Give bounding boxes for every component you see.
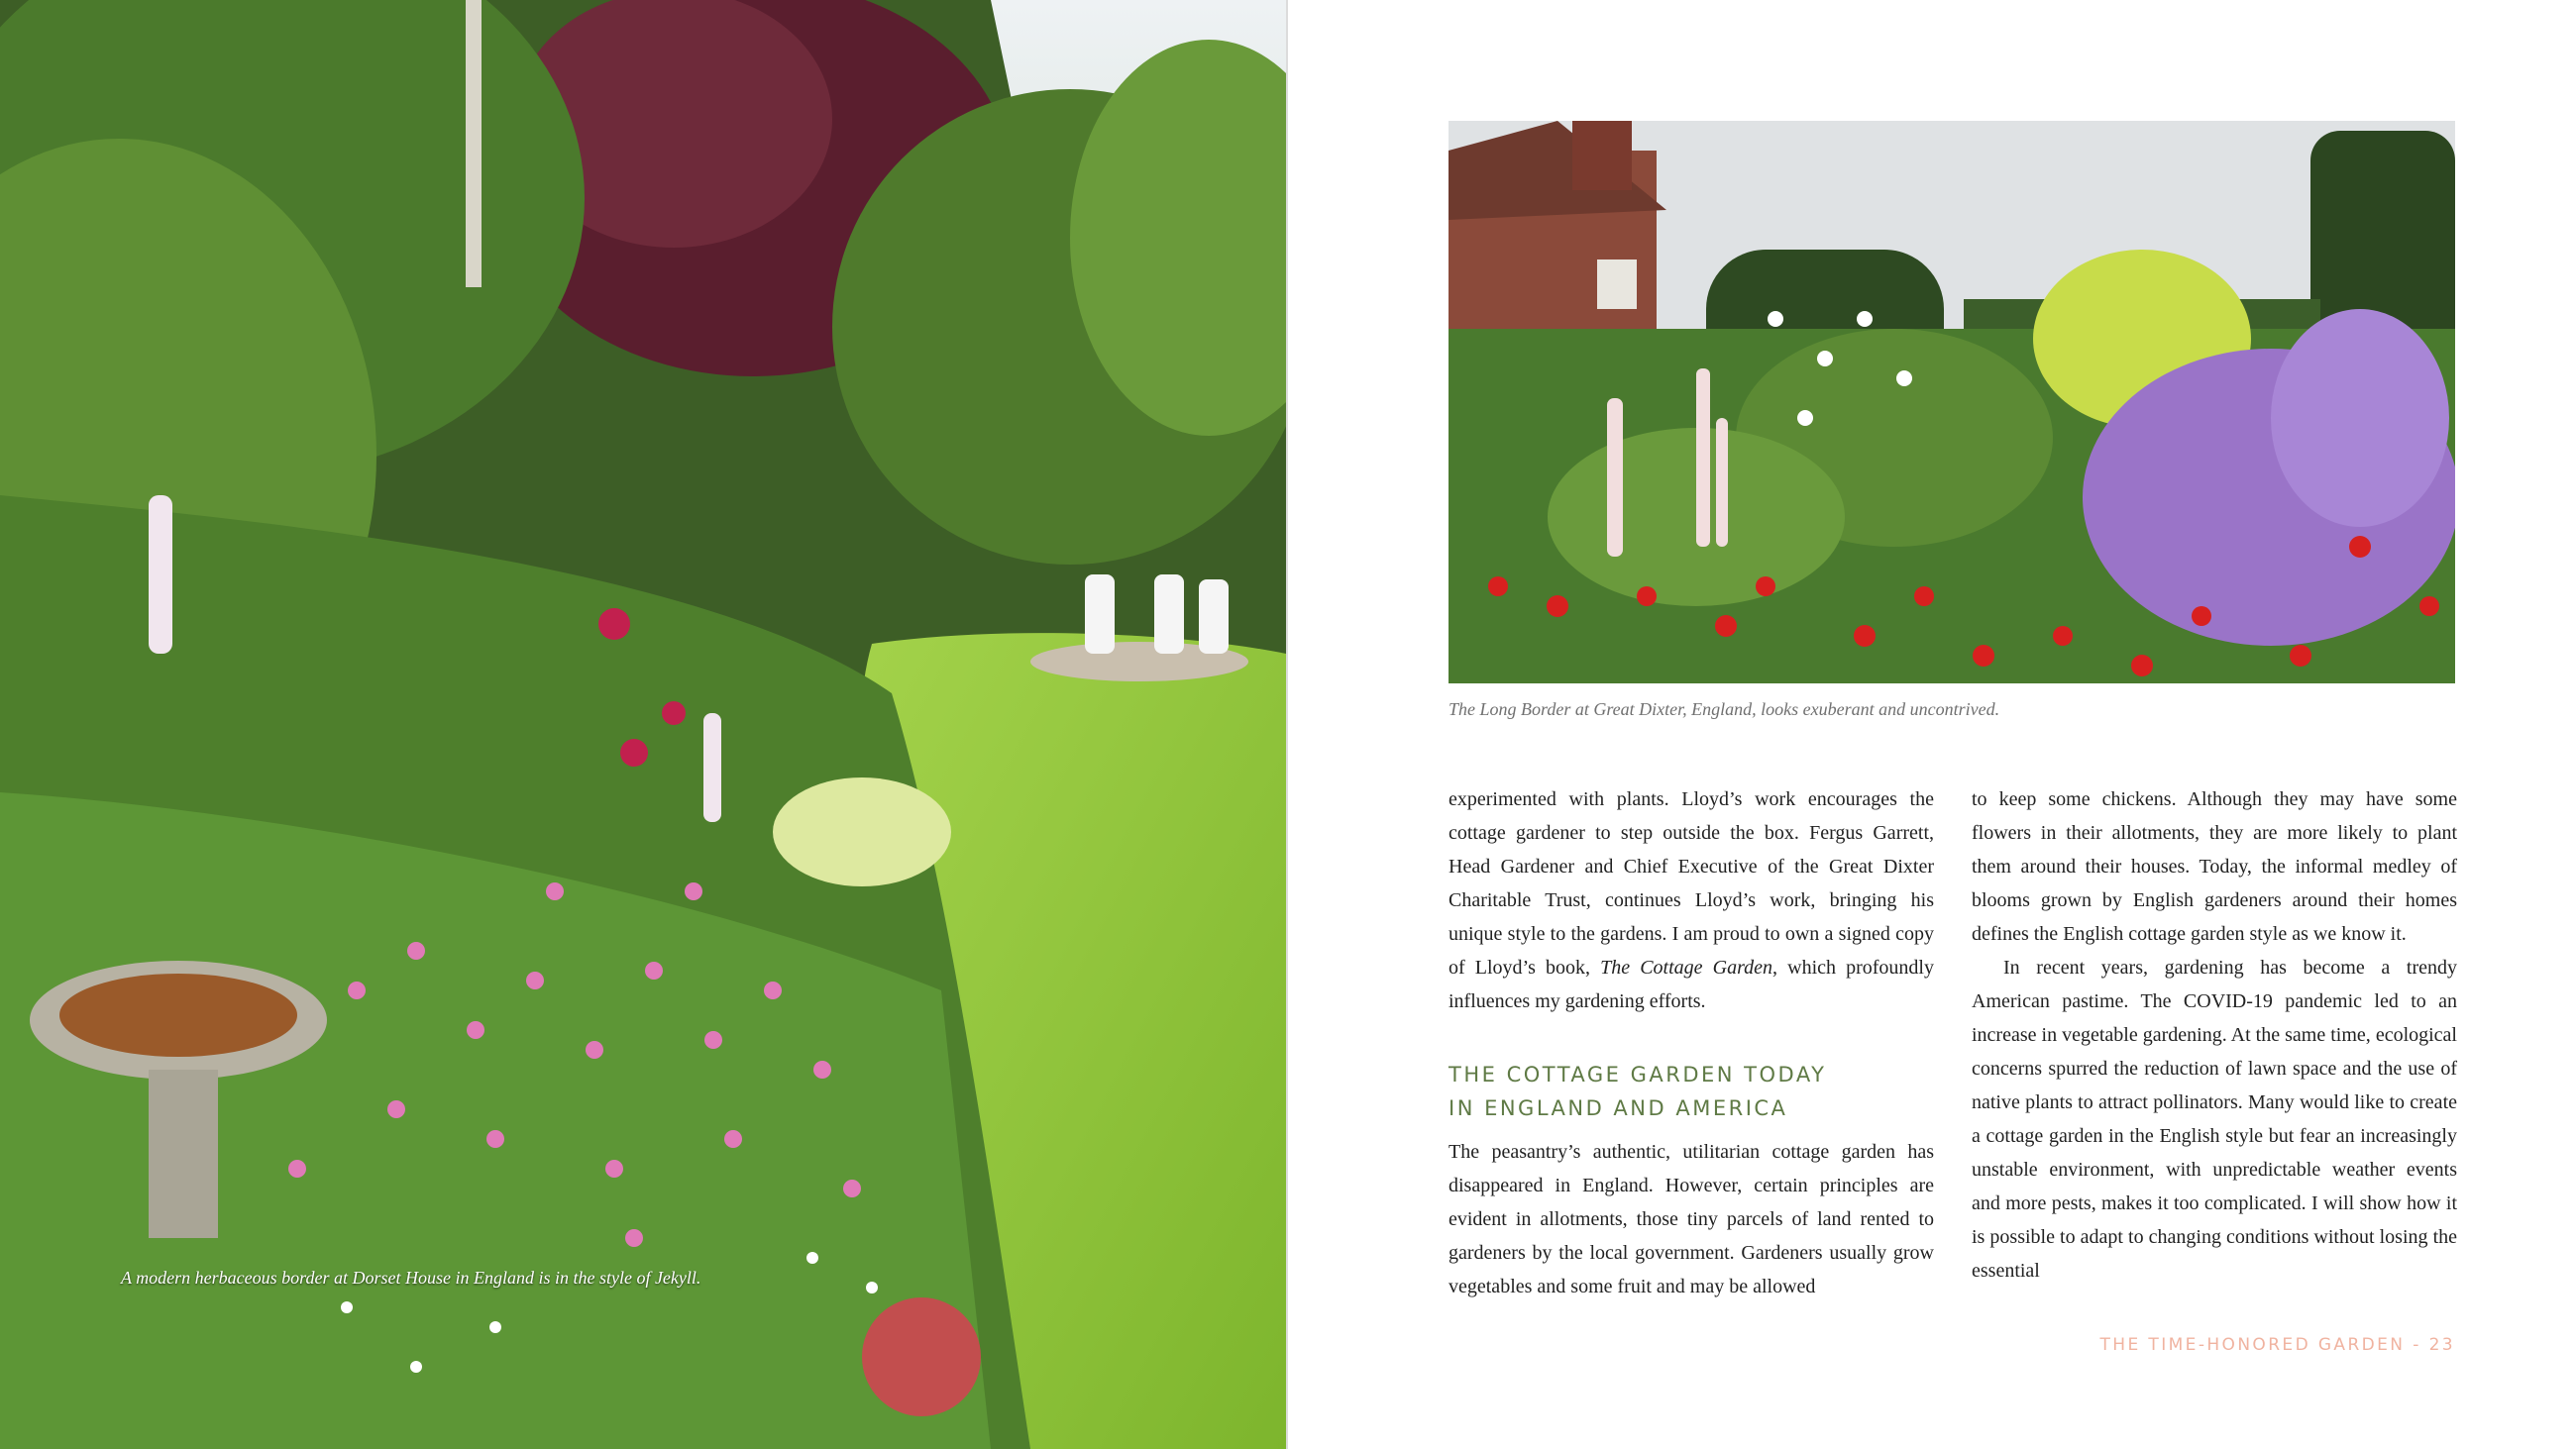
paragraph: to keep some chickens. Although they may have some flowers in their allotments, they are more likely to plant them around their houses. Today, the informal medley of blooms grown by English gardeners around their homes defines the English cottage garden style as we know it. [1972, 788, 2457, 945]
heuchera-leaves [862, 1297, 981, 1416]
paragraph: The peasantry’s authentic, utilitarian cottage garden has disappeared in England. However, certain principles are evident in allotments, those tiny parcels of land rented to gardeners by the local government. Gardeners usually grow vegetables and some fruit and may be allowed [1449, 1141, 1934, 1297]
right-photo-caption: The Long Border at Great Dixter, England, looks exuberant and uncontrived. [1449, 699, 2000, 719]
chimney [1572, 121, 1632, 190]
left-photo-caption: A modern herbaceous border at Dorset House in England is in the style of Jekyll. [121, 1268, 701, 1288]
garden-chair [1085, 574, 1115, 654]
left-garden-photo [0, 0, 1286, 1449]
right-great-dixter-photo [1449, 121, 2455, 683]
book-title: The Cottage Garden [1600, 957, 1773, 979]
text-column-left [1449, 782, 1934, 1303]
page-footer: THE TIME-HONORED GARDEN - 23 [2099, 1335, 2455, 1355]
hosta-plant [773, 777, 951, 886]
paragraph: In recent years, gardening has become a trendy American pastime. The COVID-19 pandemic led to an increase in vegetable gardening. At the same time, ecological concerns spurred the reduction of lawn space and the use of native plants to attract pollinators. Many would like to create a cottage garden in the English style but fear an increasingly unstable environment, with unpredictable weather events and more pests, makes it too complicated. I will show how it is possible to adapt to changing conditions without losing the essential [1972, 957, 2457, 1282]
page-gutter [1286, 0, 1288, 1449]
text-column-right [1972, 782, 2457, 1288]
garden-border-illustration [0, 0, 1286, 1449]
birch-trunk [466, 0, 482, 287]
paragraph: experimented with plants. Lloyd’s work encourages the cottage gardener to step outside the box. Fergus Garrett, Head Gardener and Chief Executive of the Great Dixter Charitable Trust, continues Lloyd’s work, bringing his unique style to the gardens. I am proud to own a signed copy of Lloyd’s book, The Cottage Garden, which profoundly influences my gardening efforts. [1449, 788, 1934, 1012]
long-border-illustration [1449, 121, 2455, 683]
section-heading: THE COTTAGE GARDEN TODAY IN ENGLAND AND AMERICA [1449, 1063, 1827, 1120]
